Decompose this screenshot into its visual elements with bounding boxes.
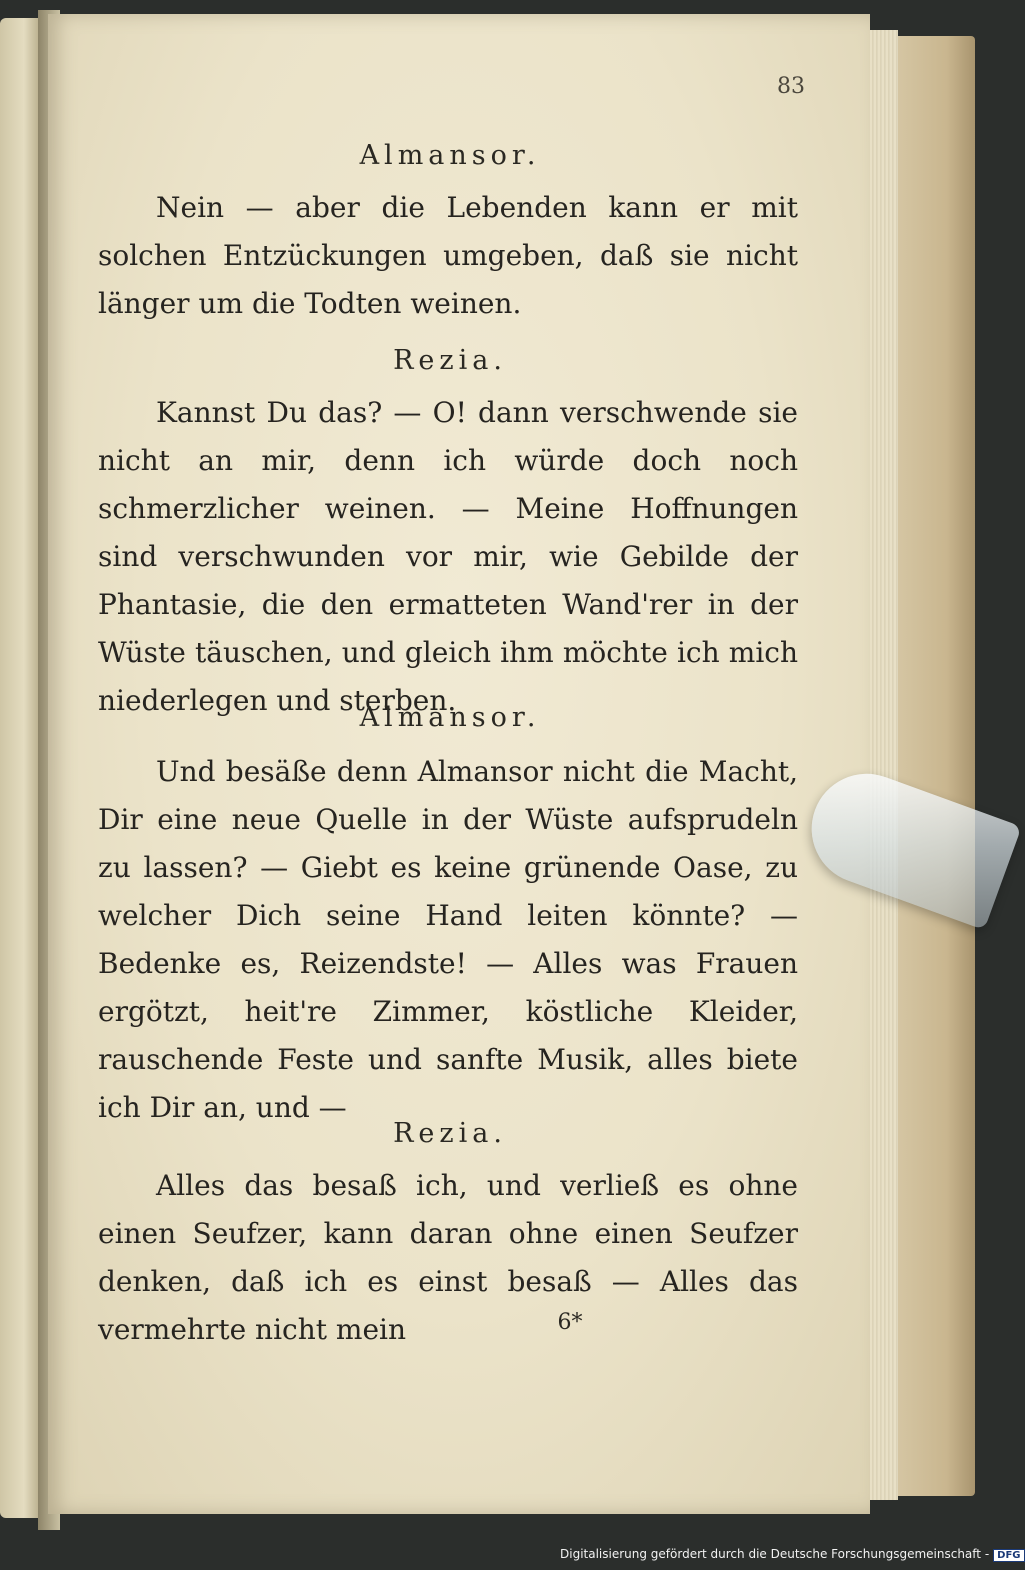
speaker-heading-4: Rezia. — [393, 1118, 507, 1149]
speaker-heading-2: Rezia. — [393, 345, 507, 376]
dialogue-paragraph-1: Nein — aber die Lebenden kann er mit solchen Entzückungen umgeben, daß sie nicht länger um die Todten weinen. — [98, 191, 798, 320]
credit-text: Digitalisierung gefördert durch die Deutsche Forschungsgemeinschaft - — [560, 1547, 990, 1561]
digitization-credit — [560, 1547, 1021, 1567]
previous-page-edge — [0, 18, 40, 1518]
dialogue-paragraph-3: Und besäße denn Almansor nicht die Macht, Dir eine neue Quelle in der Wüste aufsprudeln zu lassen? — Giebt es keine grünende Oase, zu welcher Dich seine Hand leiten könnte? — Bedenke es, Reizendste! — Alles was Frauen ergötzt, heit're Zimmer, köstliche Kleider, rauschende Feste und sanfte Musik, alles biete ich Dir an, und — — [98, 755, 798, 1124]
speaker-heading-3: Almansor. — [359, 702, 541, 733]
signature-mark: 6* — [557, 1310, 583, 1335]
dialogue-paragraph-2: Kannst Du das? — O! dann verschwende sie nicht an mir, denn ich würde doch noch schmerzlicher weinen. — Meine Hoffnungen sind verschwunden vor mir, wie Gebilde der Phantasie, die den ermatteten Wand'rer in der Wüste täuschen, und gleich ihm möchte ich mich niederlegen und sterben. — [98, 396, 798, 717]
speaker-heading-1: Almansor. — [359, 140, 541, 171]
dialogue-paragraph-4: Alles das besaß ich, und verließ es ohne einen Seufzer, kann daran ohne einen Seufzer denken, daß ich es einst besaß — Alles das vermehrte nicht mein — [98, 1169, 798, 1346]
page-number: 83 — [777, 74, 805, 99]
dfg-logo: DFG — [993, 1549, 1024, 1562]
